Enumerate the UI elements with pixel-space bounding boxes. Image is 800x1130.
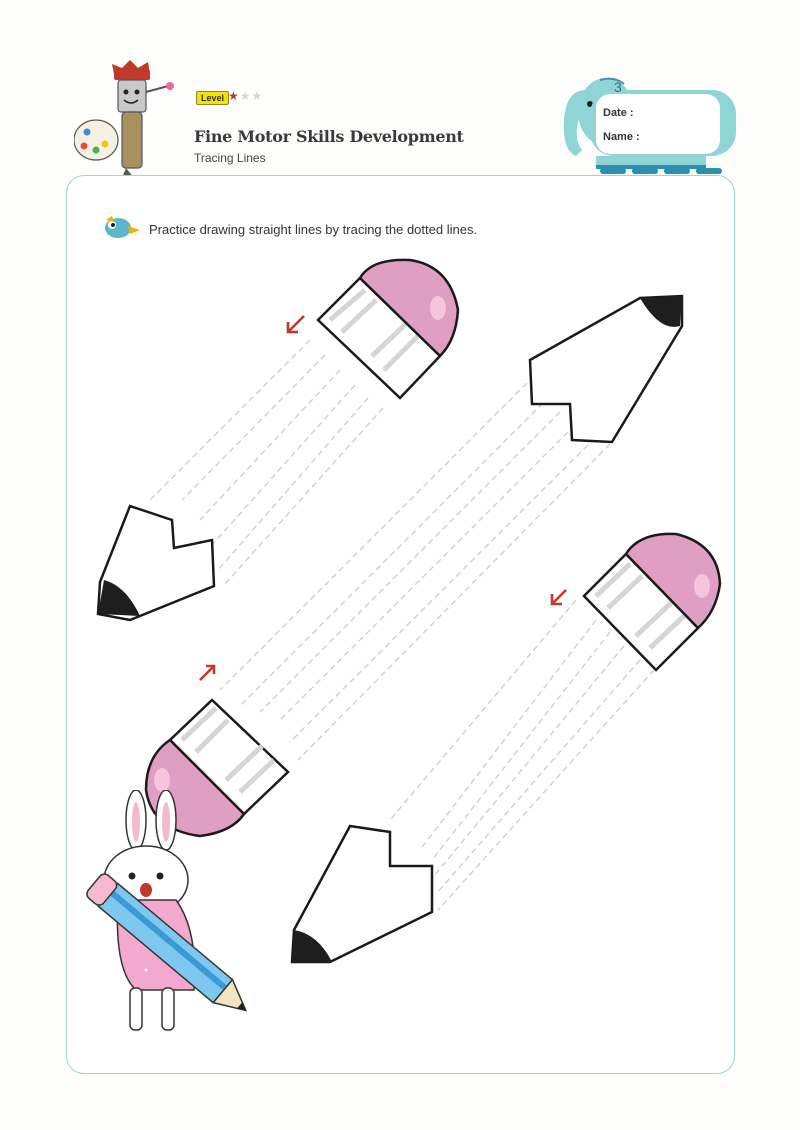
pencil-2-trace-lines (220, 376, 610, 760)
worksheet-subtitle: Tracing Lines (194, 151, 266, 165)
arrow-icon (200, 666, 214, 680)
bunny-icon (76, 790, 266, 1055)
star-filled-icon: ★ (228, 89, 240, 103)
star-empty-icon: ★ (239, 89, 252, 103)
elephant-number: 3 (614, 79, 622, 95)
instruction-text: Practice drawing straight lines by tracing the dotted lines. (149, 222, 478, 237)
arrow-icon (552, 590, 566, 604)
pencil-1-eraser (318, 260, 458, 398)
pencil-4-tip (292, 826, 432, 962)
arrow-icon (288, 316, 304, 332)
pencil-1-tip (98, 506, 214, 620)
worksheet-title: Fine Motor Skills Development (194, 127, 464, 146)
pencil-4-trace-lines (390, 600, 654, 910)
level-badge: Level (196, 91, 229, 105)
date-label: Date : (603, 107, 634, 119)
star-empty-icon: ★ (251, 89, 264, 103)
name-label: Name : (603, 131, 640, 143)
pencil-4-eraser (584, 534, 720, 670)
